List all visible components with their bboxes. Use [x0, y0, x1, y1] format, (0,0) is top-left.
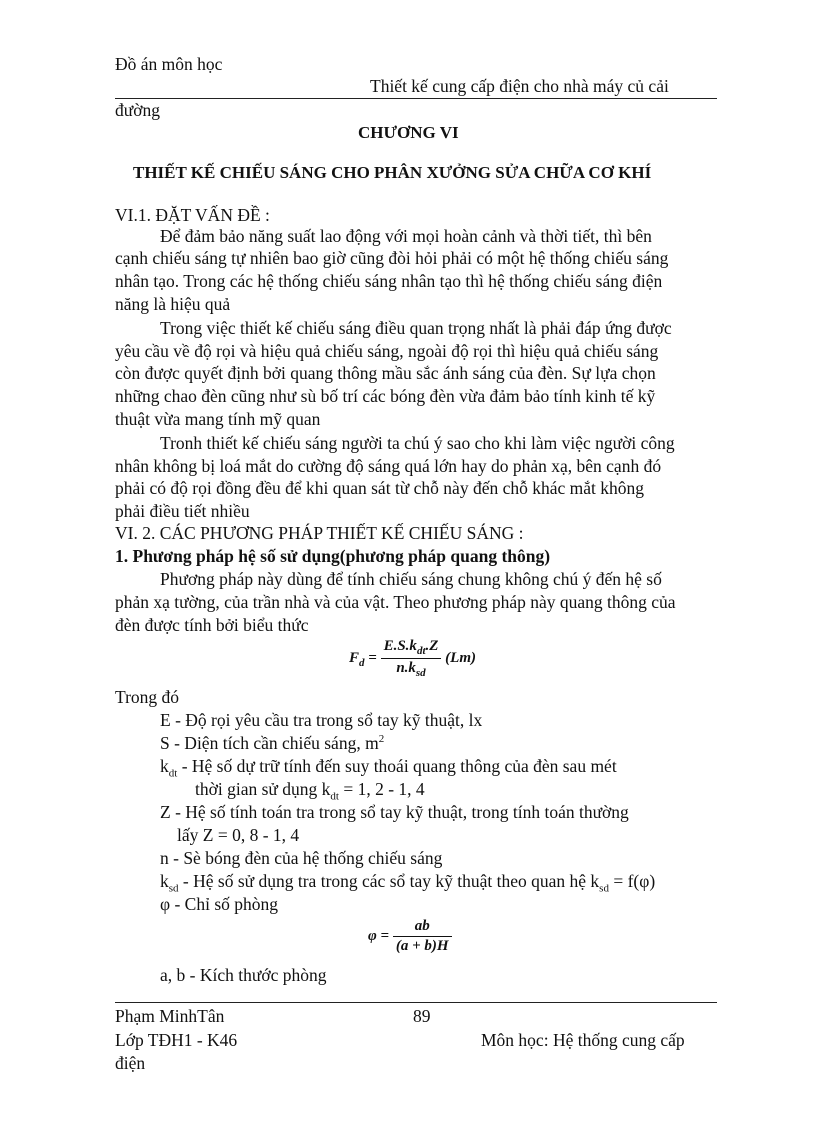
page-number: 89	[413, 1006, 431, 1026]
def-z-line2: lấy Z = 0, 8 - 1, 4	[177, 825, 300, 845]
def-kdt-line2: thời gian sử dụng $k_{dt} = 1$, 2 - 1, 4	[195, 779, 425, 803]
formula2-fraction: $\frac{ab}{(a + b)H}$	[393, 918, 452, 955]
s1-p2-line3: còn được quyết định bởi quang thông mầu sắc ánh sáng của đèn. Sự lựa chọn	[115, 363, 656, 383]
s1-p3-line4: phải điều tiết nhiều	[115, 501, 250, 521]
s1-p2-line1: Trong việc thiết kế chiếu sáng điều quan trọng nhất là phải đáp ứng được	[160, 318, 672, 338]
def-n: n - Sè bóng đèn của hệ thống chiếu sáng	[160, 848, 443, 868]
def-z: Z - Hệ số tính toán tra trong sổ tay kỹ thuật, trong tính toán thường	[160, 802, 629, 822]
header-right: Thiết kế cung cấp điện cho nhà máy củ cải	[370, 76, 669, 96]
header-left: Đồ án môn học	[115, 54, 223, 74]
header-wrap: đường	[115, 100, 160, 120]
s1-p1-line1: Để đảm bảo năng suất lao động với mọi hoàn cảnh và thời tiết, thì bên	[160, 226, 652, 246]
where-label: Trong đó	[115, 687, 180, 707]
def-ab: a, b - Kích thước phòng	[160, 965, 327, 985]
s1-p1-line2: cạnh chiếu sáng tự nhiên bao giờ cũng đòi hỏi phải có một hệ thống chiếu sáng	[115, 248, 669, 268]
s1-p2-line2: yêu cầu về độ rọi và hiệu quả chiếu sáng, ngoài độ rọi thì hiệu quả chiếu sáng	[115, 341, 659, 361]
formula1-lhs-sub: d	[359, 656, 365, 669]
footer-wrap: điện	[115, 1053, 146, 1073]
header-rule	[115, 98, 717, 99]
s1-p2-line5: thuật vừa mang tính mỹ quan	[115, 409, 321, 429]
def-e: E - Độ rọi yêu cầu tra trong sổ tay kỹ thuật, lx	[160, 710, 483, 730]
formula1-unit: (Lm)	[445, 649, 476, 666]
footer-author: Phạm MinhTân	[115, 1006, 225, 1026]
chapter-title: THIẾT KẾ CHIẾU SÁNG CHO PHÂN XƯỞNG SỬA CHỮA CƠ KHÍ	[133, 163, 652, 182]
section2-heading: VI. 2. CÁC PHƯƠNG PHÁP THIẾT KẾ CHIẾU SÁNG :	[115, 523, 524, 543]
s1-p1-line3: nhân tạo. Trong các hệ thống chiếu sáng nhân tạo thì hệ thống chiếu sáng điện	[115, 271, 663, 291]
formula-room-index: φ = $\frac{ab}{(a + b)H}$	[368, 918, 452, 955]
section2-subheading: 1. Phương pháp hệ số sử dụng(phương pháp quang thông)	[115, 546, 551, 566]
footer-rule	[115, 1002, 717, 1003]
s1-p1-line4: năng là hiệu quả	[115, 294, 231, 314]
def-s: S - Diện tích cần chiếu sáng, $m^2$	[160, 733, 385, 753]
footer-subject: Môn học: Hệ thống cung cấp	[481, 1030, 685, 1050]
s2-p1-line3: đèn được tính bởi biểu thức	[115, 615, 309, 635]
chapter-number: CHƯƠNG VI	[358, 123, 459, 142]
s1-p2-line4: những chao đèn cũng như sù bố trí các bóng đèn vừa đảm bảo tính kinh tế kỹ	[115, 386, 656, 406]
s1-p3-line3: phải có độ rọi đồng đều để khi quan sát từ chỗ này đến chỗ khác mắt không	[115, 478, 645, 498]
section1-heading: VI.1. ĐẶT VẤN ĐỀ :	[115, 205, 270, 225]
def-phi: φ - Chỉ số phòng	[160, 894, 279, 914]
formula1-lhs: F	[349, 649, 360, 666]
s2-p1-line1: Phương pháp này dùng để tính chiếu sáng chung không chú ý đến hệ số	[160, 569, 662, 589]
s2-p1-line2: phản xạ tường, của trần nhà và của vật. Theo phương pháp này quang thông của	[115, 592, 676, 612]
formula-luminous-flux: $F_d$ = $\frac{E.S.k_{dt}.Z}{n.k_{sd}}$ (Lm)	[349, 638, 476, 679]
s1-p3-line1: Tronh thiết kế chiếu sáng người ta chú ý sao cho khi làm việc người công	[160, 433, 675, 453]
def-kdt: $k_{dt}$ - Hệ số dự trữ tính đến suy thoái quang thông của đèn sau mét	[160, 756, 617, 780]
s1-p3-line2: nhân không bị loá mắt do cường độ sáng quá lớn hay do phản xạ, bên cạnh đó	[115, 456, 662, 476]
def-ksd: $k_{sd}$ - Hệ số sử dụng tra trong các sổ tay kỹ thuật theo quan hệ $k_{sd} = f(\varphi)$	[160, 871, 656, 895]
formula1-fraction: $\frac{E.S.k_{dt}.Z}{n.k_{sd}}$	[381, 638, 442, 679]
footer-class: Lớp TĐH1 - K46	[115, 1030, 238, 1050]
